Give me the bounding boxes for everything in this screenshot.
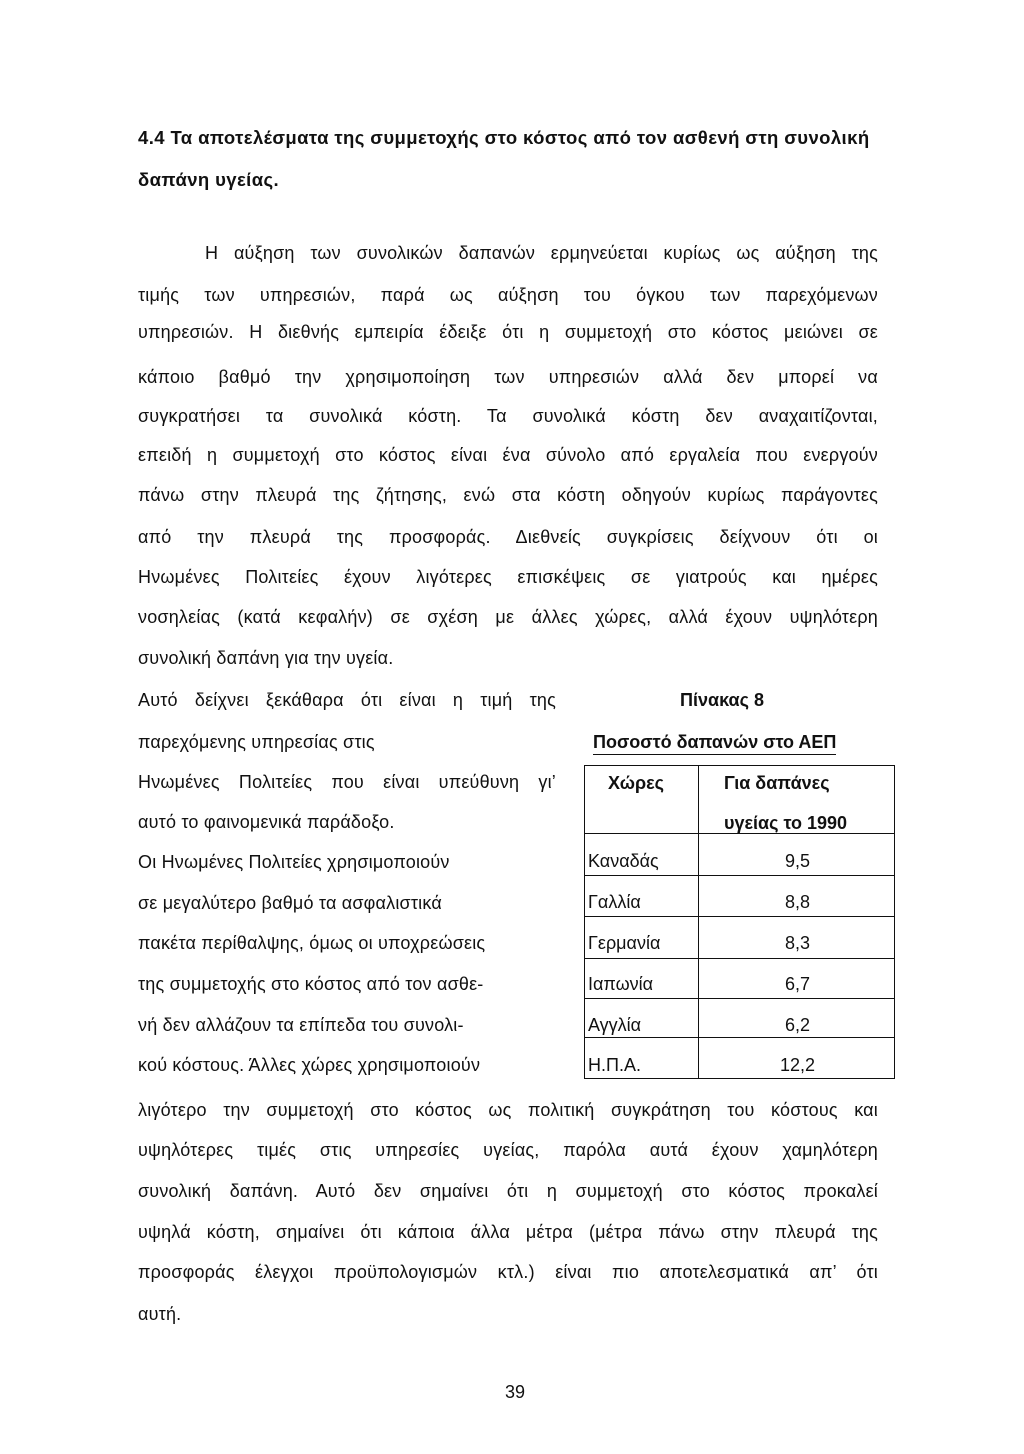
paragraph-line: λιγότερο την συμμετοχή στο κόστος ως πολιτική συγκράτηση του κόστους και xyxy=(138,1100,878,1120)
column-header-countries: Χώρες xyxy=(608,773,665,793)
paragraph-line: υπηρεσιών. Η διεθνής εμπειρία έδειξε ότι η συμμετοχή στο κόστος μειώνει σε xyxy=(138,322,878,342)
paragraph-line: σε μεγαλύτερο βαθμό τα ασφαλιστικά xyxy=(138,893,442,913)
paragraph-line: υψηλά κόστη, σημαίνει ότι κάποια άλλα μέτρα (μέτρα πάνω στην πλευρά της xyxy=(138,1222,878,1242)
table-rule xyxy=(584,916,895,917)
country-cell: Η.Π.Α. xyxy=(588,1055,642,1075)
value-cell: 9,5 xyxy=(784,851,811,871)
paragraph-line: προσφοράς έλεγχοι προϋπολογισμών κτλ.) είναι πιο αποτελεσματικά απ’ ότι xyxy=(138,1262,878,1282)
paragraph-line: συνολική δαπάνη για την υγεία. xyxy=(138,648,394,668)
table-rule xyxy=(584,1078,895,1079)
paragraph-line: Οι Ηνωμένες Πολιτείες χρησιμοποιούν xyxy=(138,852,450,872)
table-rule xyxy=(584,958,895,959)
paragraph-line: πάνω στην πλευρά της ζήτησης, ενώ στα κόστη οδηγούν κυρίως παράγοντες xyxy=(138,485,878,505)
paragraph-line: νή δεν αλλάζουν τα επίπεδα του συνολι- xyxy=(138,1015,464,1035)
value-cell: 8,3 xyxy=(784,933,811,953)
table-rule xyxy=(584,1037,895,1038)
value-cell: 8,8 xyxy=(784,892,811,912)
table-rule xyxy=(584,765,895,766)
paragraph-line: συγκρατήσει τα συνολικά κόστη. Τα συνολικά κόστη δεν αναχαιτίζονται, xyxy=(138,406,878,426)
paragraph-line: Η αύξηση των συνολικών δαπανών ερμηνεύεται κυρίως ως αύξηση της xyxy=(205,243,878,263)
country-cell: Γαλλία xyxy=(588,892,641,912)
paragraph-line: αυτό το φαινομενικά παράδοξο. xyxy=(138,812,395,832)
value-cell: 6,7 xyxy=(784,974,811,994)
country-cell: Καναδάς xyxy=(588,851,659,871)
paragraph-line: κού κόστους. Άλλες χώρες χρησιμοποιούν xyxy=(138,1055,481,1075)
page-number: 39 xyxy=(504,1382,526,1402)
paragraph-line: τιμής των υπηρεσιών, παρά ως αύξηση του όγκου των παρεχόμενων xyxy=(138,285,878,305)
table-border xyxy=(584,765,585,1079)
paragraph-line: νοσηλείας (κατά κεφαλήν) σε σχέση με άλλες χώρες, αλλά έχουν υψηλότερη xyxy=(138,607,878,627)
paragraph-line: αυτή. xyxy=(138,1304,182,1324)
paragraph-line: Ηνωμένες Πολιτείες που είναι υπεύθυνη γι’ xyxy=(138,772,556,792)
table-subtitle: Ποσοστό δαπανών στο ΑΕΠ xyxy=(593,730,836,755)
paragraph-line: επειδή η συμμετοχή στο κόστος είναι ένα σύνολο από εργαλεία που ενεργούν xyxy=(138,445,878,465)
table-divider xyxy=(698,765,699,1079)
country-cell: Ιαπωνία xyxy=(588,974,654,994)
paragraph-line: παρεχόμενης υπηρεσίας στις xyxy=(138,732,375,752)
column-header-expenditure-year: υγείας το 1990 xyxy=(724,813,848,833)
expenditure-table xyxy=(584,765,895,1079)
country-cell: Αγγλία xyxy=(588,1015,642,1035)
paragraph-line: υψηλότερες τιμές στις υπηρεσίες υγείας, παρόλα αυτά έχουν χαμηλότερη xyxy=(138,1140,878,1160)
paragraph-line: κάποιο βαθμό την χρησιμοποίηση των υπηρεσιών αλλά δεν μπορεί να xyxy=(138,367,878,387)
column-header-expenditure: Για δαπάνες xyxy=(724,773,830,793)
table-rule xyxy=(584,998,895,999)
paragraph-line: πακέτα περίθαλψης, όμως οι υποχρεώσεις xyxy=(138,933,486,953)
paragraph-line: της συμμετοχής στο κόστος από τον ασθε- xyxy=(138,974,484,994)
section-heading: 4.4 Τα αποτελέσματα της συμμετοχής στο κόστος από τον ασθενή στη συνολική δαπάνη υγείας. xyxy=(138,127,870,190)
paragraph-line: Ηνωμένες Πολιτείες έχουν λιγότερες επισκέψεις σε γιατρούς και ημέρες xyxy=(138,567,878,587)
paragraph-line: Αυτό δείχνει ξεκάθαρα ότι είναι η τιμή της xyxy=(138,690,556,710)
value-cell: 12,2 xyxy=(779,1055,816,1075)
paragraph-line: συνολική δαπάνη. Αυτό δεν σημαίνει ότι η συμμετοχή στο κόστος προκαλεί xyxy=(138,1181,878,1201)
country-cell: Γερμανία xyxy=(588,933,661,953)
table-title: Πίνακας 8 xyxy=(680,690,764,710)
value-cell: 6,2 xyxy=(784,1015,811,1035)
table-rule xyxy=(584,875,895,876)
paragraph-line: από την πλευρά της προσφοράς. Διεθνείς συγκρίσεις δείχνουν ότι οι xyxy=(138,527,878,547)
